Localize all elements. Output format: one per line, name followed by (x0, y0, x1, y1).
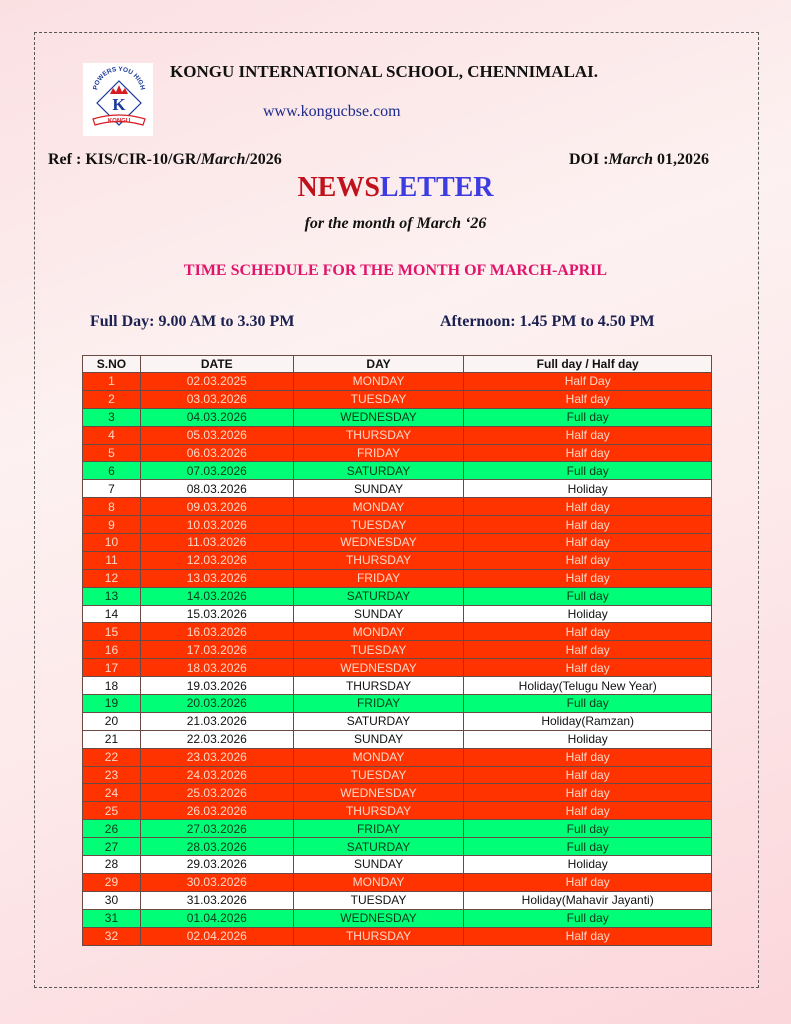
cell-date: 09.03.2026 (140, 498, 293, 516)
cell-type: Full day (464, 838, 712, 856)
cell-type: Half day (464, 551, 712, 569)
table-row (83, 748, 712, 766)
table-row (83, 856, 712, 874)
cell-type: Half day (464, 659, 712, 677)
table-row (83, 802, 712, 820)
cell-type: Half day (464, 873, 712, 891)
cell-date: 15.03.2026 (140, 605, 293, 623)
cell-date: 18.03.2026 (140, 659, 293, 677)
cell-day: WEDNESDAY (293, 659, 464, 677)
ref-suffix: /2026 (245, 151, 282, 168)
table-row (83, 587, 712, 605)
column-header-date: DATE (140, 356, 293, 373)
table-row (83, 569, 712, 587)
cell-sno: 18 (83, 677, 141, 695)
cell-sno: 12 (83, 569, 141, 587)
cell-day: TUESDAY (293, 891, 464, 909)
cell-sno: 17 (83, 659, 141, 677)
cell-day: MONDAY (293, 623, 464, 641)
cell-sno: 19 (83, 695, 141, 713)
cell-date: 01.04.2026 (140, 909, 293, 927)
cell-sno: 4 (83, 426, 141, 444)
title-part-letter: LETTER (379, 172, 494, 203)
cell-date: 28.03.2026 (140, 838, 293, 856)
cell-date: 16.03.2026 (140, 623, 293, 641)
cell-date: 07.03.2026 (140, 462, 293, 480)
cell-day: WEDNESDAY (293, 534, 464, 552)
cell-date: 10.03.2026 (140, 516, 293, 534)
cell-sno: 16 (83, 641, 141, 659)
cell-sno: 10 (83, 534, 141, 552)
cell-type: Half day (464, 641, 712, 659)
cell-type: Half day (464, 748, 712, 766)
cell-date: 26.03.2026 (140, 802, 293, 820)
cell-date: 20.03.2026 (140, 695, 293, 713)
cell-day: WEDNESDAY (293, 408, 464, 426)
cell-type: Full day (464, 909, 712, 927)
cell-sno: 20 (83, 712, 141, 730)
cell-sno: 14 (83, 605, 141, 623)
cell-sno: 32 (83, 927, 141, 945)
cell-sno: 9 (83, 516, 141, 534)
table-row (83, 605, 712, 623)
cell-sno: 29 (83, 873, 141, 891)
schedule-heading: TIME SCHEDULE FOR THE MONTH OF MARCH-APRIL (183, 262, 608, 279)
cell-sno: 15 (83, 623, 141, 641)
cell-type: Half day (464, 444, 712, 462)
logo-banner-text: KONGU (107, 118, 131, 125)
cell-type: Holiday (464, 605, 712, 623)
cell-type: Holiday(Mahavir Jayanti) (464, 891, 712, 909)
cell-type: Half day (464, 784, 712, 802)
ref-month: March (200, 151, 246, 168)
cell-day: TUESDAY (293, 766, 464, 784)
cell-date: 21.03.2026 (140, 712, 293, 730)
cell-day: FRIDAY (293, 695, 464, 713)
cell-day: TUESDAY (293, 390, 464, 408)
cell-type: Holiday (464, 730, 712, 748)
cell-day: TUESDAY (293, 641, 464, 659)
full-day-timing: Full Day: 9.00 AM to 3.30 PM (90, 313, 295, 330)
cell-sno: 26 (83, 820, 141, 838)
afternoon-timing: Afternoon: 1.45 PM to 4.50 PM (440, 313, 655, 330)
table-row (83, 641, 712, 659)
cell-sno: 5 (83, 444, 141, 462)
cell-day: SUNDAY (293, 480, 464, 498)
cell-sno: 2 (83, 390, 141, 408)
cell-day: WEDNESDAY (293, 909, 464, 927)
table-row (83, 677, 712, 695)
doi-month: March (608, 151, 653, 168)
table-row (83, 623, 712, 641)
table-row (83, 426, 712, 444)
cell-date: 30.03.2026 (140, 873, 293, 891)
cell-sno: 21 (83, 730, 141, 748)
cell-type: Holiday(Ramzan) (464, 712, 712, 730)
table-row (83, 891, 712, 909)
cell-day: MONDAY (293, 498, 464, 516)
cell-sno: 31 (83, 909, 141, 927)
crown-icon (110, 85, 128, 94)
title-part-news: NEWS (297, 172, 380, 203)
table-row (83, 408, 712, 426)
school-logo (83, 63, 153, 136)
cell-type: Half day (464, 534, 712, 552)
table-row (83, 820, 712, 838)
table-row (83, 659, 712, 677)
cell-date: 05.03.2026 (140, 426, 293, 444)
cell-date: 08.03.2026 (140, 480, 293, 498)
table-row (83, 712, 712, 730)
cell-day: SUNDAY (293, 605, 464, 623)
cell-type: Half day (464, 498, 712, 516)
cell-day: SATURDAY (293, 712, 464, 730)
table-row (83, 498, 712, 516)
table-row (83, 873, 712, 891)
cell-sno: 3 (83, 408, 141, 426)
cell-date: 27.03.2026 (140, 820, 293, 838)
cell-type: Half Day (464, 373, 712, 391)
cell-type: Full day (464, 408, 712, 426)
cell-date: 22.03.2026 (140, 730, 293, 748)
reference-number (48, 151, 282, 169)
logo-emblem-icon (83, 63, 153, 136)
cell-date: 31.03.2026 (140, 891, 293, 909)
logo-letter: K (112, 95, 126, 114)
cell-type: Holiday(Telugu New Year) (464, 677, 712, 695)
newsletter-subtitle: for the month of March ‘26 (304, 215, 487, 232)
cell-day: FRIDAY (293, 569, 464, 587)
cell-day: SATURDAY (293, 838, 464, 856)
cell-date: 23.03.2026 (140, 748, 293, 766)
cell-type: Holiday (464, 480, 712, 498)
cell-day: FRIDAY (293, 820, 464, 838)
cell-type: Half day (464, 766, 712, 784)
cell-type: Full day (464, 462, 712, 480)
cell-type: Half day (464, 802, 712, 820)
cell-day: SUNDAY (293, 856, 464, 874)
table-row (83, 766, 712, 784)
cell-date: 14.03.2026 (140, 587, 293, 605)
cell-date: 19.03.2026 (140, 677, 293, 695)
cell-type: Full day (464, 820, 712, 838)
table-row (83, 695, 712, 713)
table-row (83, 534, 712, 552)
ref-prefix: Ref : KIS/CIR-10/GR/ (48, 151, 201, 168)
column-header-type: Full day / Half day (464, 356, 712, 373)
cell-type: Half day (464, 569, 712, 587)
cell-date: 02.03.2025 (140, 373, 293, 391)
cell-date: 12.03.2026 (140, 551, 293, 569)
table-row (83, 784, 712, 802)
table-row (83, 390, 712, 408)
website-link[interactable]: www.kongucbse.com (263, 103, 401, 120)
cell-type: Half day (464, 426, 712, 444)
cell-sno: 25 (83, 802, 141, 820)
cell-day: SATURDAY (293, 462, 464, 480)
table-row (83, 551, 712, 569)
cell-day: MONDAY (293, 373, 464, 391)
cell-date: 11.03.2026 (140, 534, 293, 552)
cell-date: 24.03.2026 (140, 766, 293, 784)
table-row (83, 480, 712, 498)
cell-day: SATURDAY (293, 587, 464, 605)
table-row (83, 927, 712, 945)
cell-type: Half day (464, 927, 712, 945)
cell-day: THURSDAY (293, 802, 464, 820)
cell-sno: 24 (83, 784, 141, 802)
cell-day: FRIDAY (293, 444, 464, 462)
cell-sno: 6 (83, 462, 141, 480)
table-row (83, 516, 712, 534)
table-row (83, 373, 712, 391)
cell-day: MONDAY (293, 873, 464, 891)
cell-sno: 7 (83, 480, 141, 498)
cell-date: 03.03.2026 (140, 390, 293, 408)
cell-sno: 1 (83, 373, 141, 391)
newsletter-title (0, 172, 791, 204)
table-header-row (83, 356, 712, 373)
cell-type: Half day (464, 623, 712, 641)
cell-sno: 22 (83, 748, 141, 766)
column-header-day: DAY (293, 356, 464, 373)
cell-sno: 11 (83, 551, 141, 569)
table-row (83, 462, 712, 480)
cell-type: Half day (464, 516, 712, 534)
cell-type: Half day (464, 390, 712, 408)
cell-date: 17.03.2026 (140, 641, 293, 659)
cell-date: 06.03.2026 (140, 444, 293, 462)
cell-day: THURSDAY (293, 426, 464, 444)
cell-sno: 13 (83, 587, 141, 605)
column-header-sno: S.NO (83, 356, 141, 373)
school-name: KONGU INTERNATIONAL SCHOOL, CHENNIMALAI. (170, 62, 599, 81)
table-row (83, 730, 712, 748)
cell-date: 29.03.2026 (140, 856, 293, 874)
cell-date: 13.03.2026 (140, 569, 293, 587)
cell-type: Full day (464, 587, 712, 605)
cell-day: THURSDAY (293, 551, 464, 569)
cell-date: 02.04.2026 (140, 927, 293, 945)
cell-day: THURSDAY (293, 677, 464, 695)
schedule-table (82, 355, 712, 946)
cell-type: Full day (464, 695, 712, 713)
table-body (83, 373, 712, 946)
cell-date: 25.03.2026 (140, 784, 293, 802)
doi-prefix: DOI : (568, 151, 609, 168)
cell-day: SUNDAY (293, 730, 464, 748)
cell-day: WEDNESDAY (293, 784, 464, 802)
table-row (83, 838, 712, 856)
table-row (83, 444, 712, 462)
cell-sno: 27 (83, 838, 141, 856)
cell-day: MONDAY (293, 748, 464, 766)
cell-sno: 23 (83, 766, 141, 784)
doi-suffix: 01,2026 (653, 151, 709, 168)
cell-sno: 30 (83, 891, 141, 909)
table-row (83, 909, 712, 927)
cell-sno: 28 (83, 856, 141, 874)
cell-date: 04.03.2026 (140, 408, 293, 426)
logo-motto: POWERS YOU HIGH (92, 65, 146, 91)
date-of-issue (569, 151, 709, 169)
cell-sno: 8 (83, 498, 141, 516)
cell-day: THURSDAY (293, 927, 464, 945)
cell-day: TUESDAY (293, 516, 464, 534)
cell-type: Holiday (464, 856, 712, 874)
